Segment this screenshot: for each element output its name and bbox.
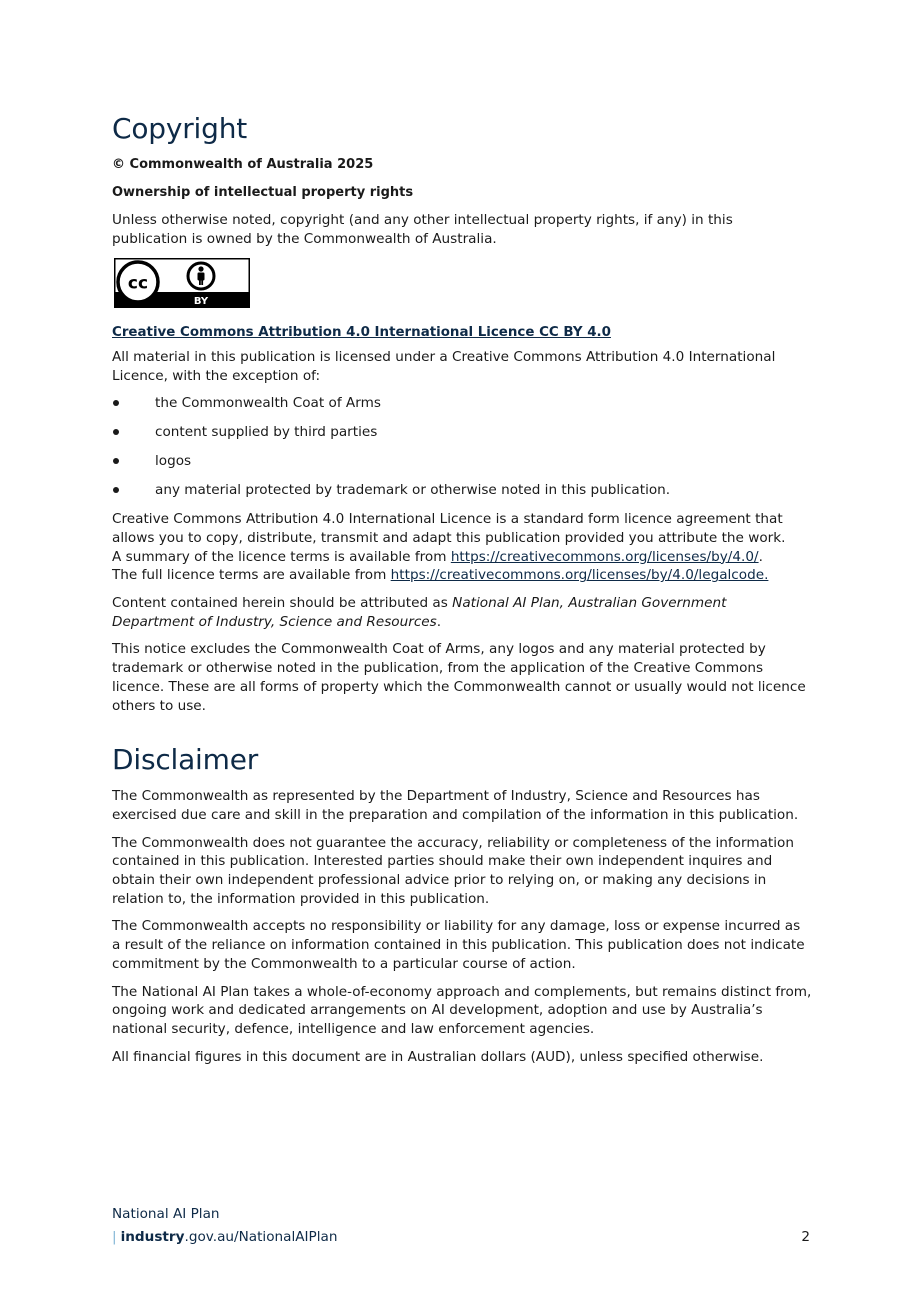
full-licence-link[interactable]: https://creativecommons.org/licenses/by/4.0/legalcode.: [390, 567, 769, 584]
footer-divider: |: [112, 1229, 117, 1245]
attribution-prefix: Content contained herein should be attributed as: [112, 595, 453, 612]
copyright-heading: Copyright: [112, 112, 248, 145]
list-item: [112, 423, 812, 442]
list-item: [112, 481, 812, 500]
footer-site-rest: .gov.au/NationalAIPlan: [184, 1229, 338, 1245]
exceptions-list: [112, 394, 812, 500]
attribution-title: National AI Plan, Australian Government Department of Industry, Science and Resources: [112, 595, 727, 630]
disclaimer-paragraph: The Commonwealth accepts no responsibility or liability for any damage, loss or expense incurred as a result of the reliance on information contained in this publication. This publication does not indicate commitment by the Commonwealth to a particular course of action.: [112, 918, 805, 972]
disclaimer-paragraph: The National AI Plan takes a whole-of-economy approach and complements, but remains distinct from, ongoing work and dedicated arrangements on AI development, adoption and use by Australia’s national security, defence, intelligence and law enforcement agencies.: [112, 983, 812, 1037]
page-number: 2: [801, 1229, 810, 1245]
list-item: [112, 452, 812, 471]
ownership-text: Unless otherwise noted, copyright (and any other intellectual property rights, if any) in this publication is owned by the Commonwealth of Australia.: [112, 212, 733, 248]
list-item-text: the Commonwealth Coat of Arms: [155, 395, 381, 412]
bullet-icon: [112, 452, 155, 471]
page-footer: [112, 1205, 810, 1246]
attribution-paragraph: [112, 594, 812, 631]
bullet-icon: [112, 394, 155, 413]
by-badge-label: BY: [193, 295, 209, 307]
licence-description-text: Creative Commons Attribution 4.0 International Licence is a standard form licence agreement that allows you to copy, distribute, transmit and adapt this publication provided you attribute the work.: [112, 511, 786, 546]
summary-prefix: A summary of the licence terms is available from: [112, 548, 451, 565]
disclaimer-heading: Disclaimer: [112, 743, 259, 777]
licence-link[interactable]: Creative Commons Attribution 4.0 International Licence CC BY 4.0: [112, 324, 611, 340]
disclaimer-paragraph: The Commonwealth does not guarantee the accuracy, reliability or completeness of the information contained in this publication. Interested parties should make their own independent inquires and obtain their own independent professional advice prior to relying on, or making any decisions in relation to, the information provided in this publication.: [112, 834, 794, 907]
summary-licence-link[interactable]: https://creativecommons.org/licenses/by/4.0/: [450, 548, 759, 565]
footer-site[interactable]: [112, 1228, 337, 1246]
list-item-text: content supplied by third parties: [155, 424, 378, 441]
disclaimer-paragraph: The Commonwealth as represented by the Department of Industry, Science and Resources has exercised due care and skill in the preparation and compilation of the information in this publication.: [112, 788, 799, 823]
document-page: [112, 112, 812, 1075]
bullet-icon: [112, 481, 155, 500]
creative-commons-by-icon: [114, 258, 250, 308]
full-prefix: The full licence terms are available from: [112, 567, 391, 584]
ownership-heading: Ownership of intellectual property rights: [112, 184, 414, 200]
licensed-intro: All material in this publication is licensed under a Creative Commons Attribution 4.0 International Licence, with the exception of:: [112, 348, 776, 384]
licence-description: [112, 510, 812, 585]
disclaimer-paragraph: All financial figures in this document are in Australian dollars (AUD), unless specified otherwise.: [112, 1048, 764, 1065]
list-item: [112, 394, 812, 413]
list-item-text: logos: [155, 453, 192, 470]
footer-title: National AI Plan: [112, 1206, 220, 1222]
footer-site-bold: industry: [120, 1229, 185, 1245]
cc-badge-label: cc: [127, 273, 149, 294]
list-item-text: any material protected by trademark or otherwise noted in this publication.: [155, 482, 671, 499]
notice-excludes: This notice excludes the Commonwealth Coat of Arms, any logos and any material protected by trademark or otherwise noted in the publication, from the application of the Creative Commons licence. These are all forms of property which the Commonwealth cannot or usually would not licence others to use.: [112, 641, 806, 714]
copyright-notice: © Commonwealth of Australia 2025: [112, 157, 374, 172]
bullet-icon: [112, 423, 155, 442]
attribution-suffix: .: [436, 613, 442, 630]
summary-suffix: .: [758, 548, 763, 565]
